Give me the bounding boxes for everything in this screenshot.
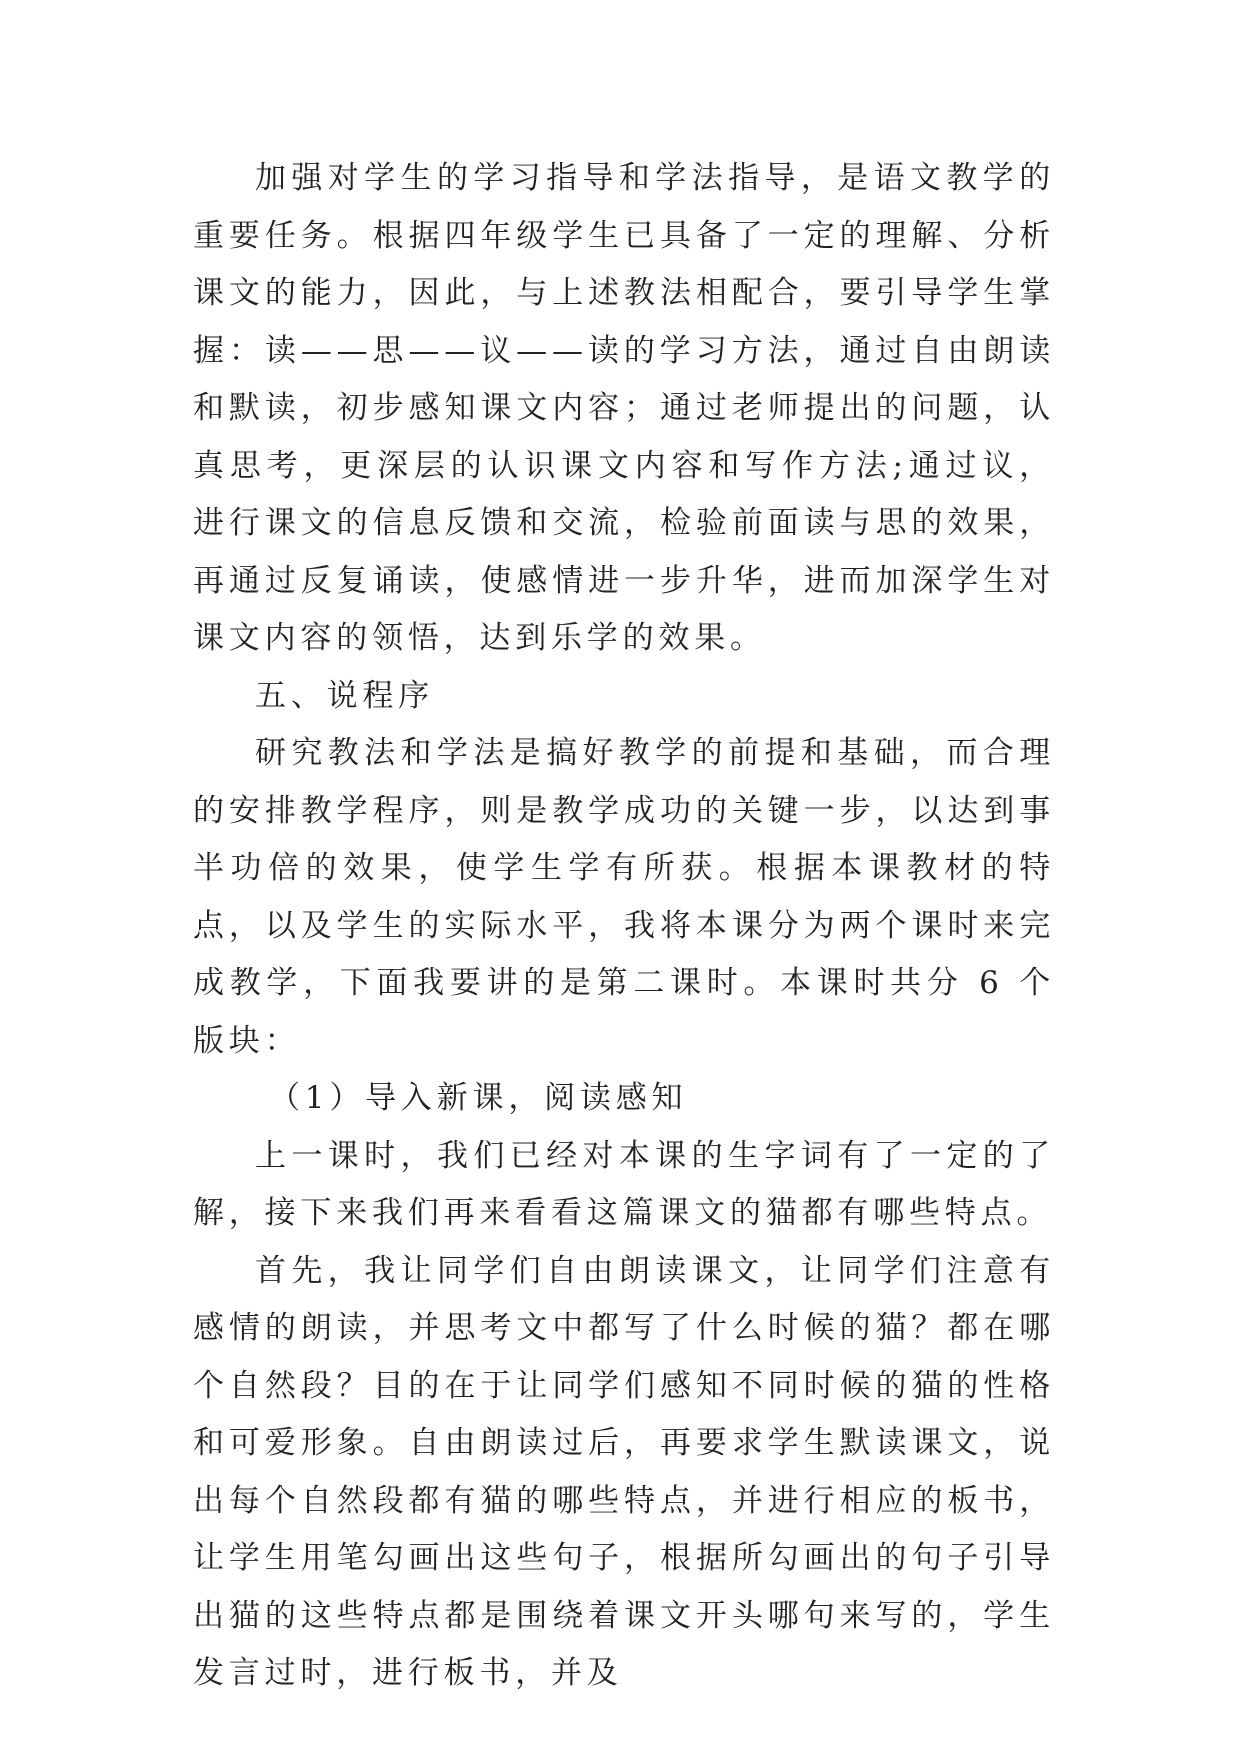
paragraph-study-guidance: 加强对学生的学习指导和学法指导，是语文教学的重要任务。根据四年级学生已具备了一定的理解、分析课文的能力，因此，与上述教法相配合，要引导学生掌握：读——思——议——读的学习方法，通过自由朗读和默读，初步感知课文内容；通过老师提出的问题，认真思考，更深层的认识课文内容和写作方法;通过议，进行课文的信息反馈和交流，检验前面读与思的效果，再通过反复诵读，使感情进一步升华，进而加深学生对课文内容的领悟，达到乐学的效果。 [193, 160, 1055, 656]
paragraph-procedure-intro: 研究教法和学法是搞好教学的前提和基础，而合理的安排教学程序，则是教学成功的关键一步，以达到事半功倍的效果，使学生学有所获。根据本课教材的特点，以及学生的实际水平，我将本课分为两个课时来完成教学，下面我要讲的是第二课时。本课时共分 6 个版块： [193, 735, 1055, 1059]
paragraph-free-reading: 首先，我让同学们自由朗读课文，让同学们注意有感情的朗读，并思考文中都写了什么时候的猫？都在哪个自然段？目的在于让同学们感知不同时候的猫的性格和可爱形象。自由朗读过后，再要求学生默读课文，说出每个自然段都有猫的哪些特点，并进行相应的板书，让学生用笔勾画出这些句子，根据所勾画出的句子引导出猫的这些特点都是围绕着课文开头哪句来写的，学生发言过时，进行板书，并及 [193, 1252, 1055, 1691]
subheading-introduce-lesson: （1）导入新课，阅读感知 [269, 1080, 688, 1116]
paragraph-previous-lesson: 上一课时，我们已经对本课的生字词有了一定的了解，接下来我们再来看看这篇课文的猫都有哪些特点。 [193, 1137, 1055, 1231]
section-heading-procedure: 五、说程序 [255, 677, 434, 714]
document-body [193, 150, 1055, 1703]
